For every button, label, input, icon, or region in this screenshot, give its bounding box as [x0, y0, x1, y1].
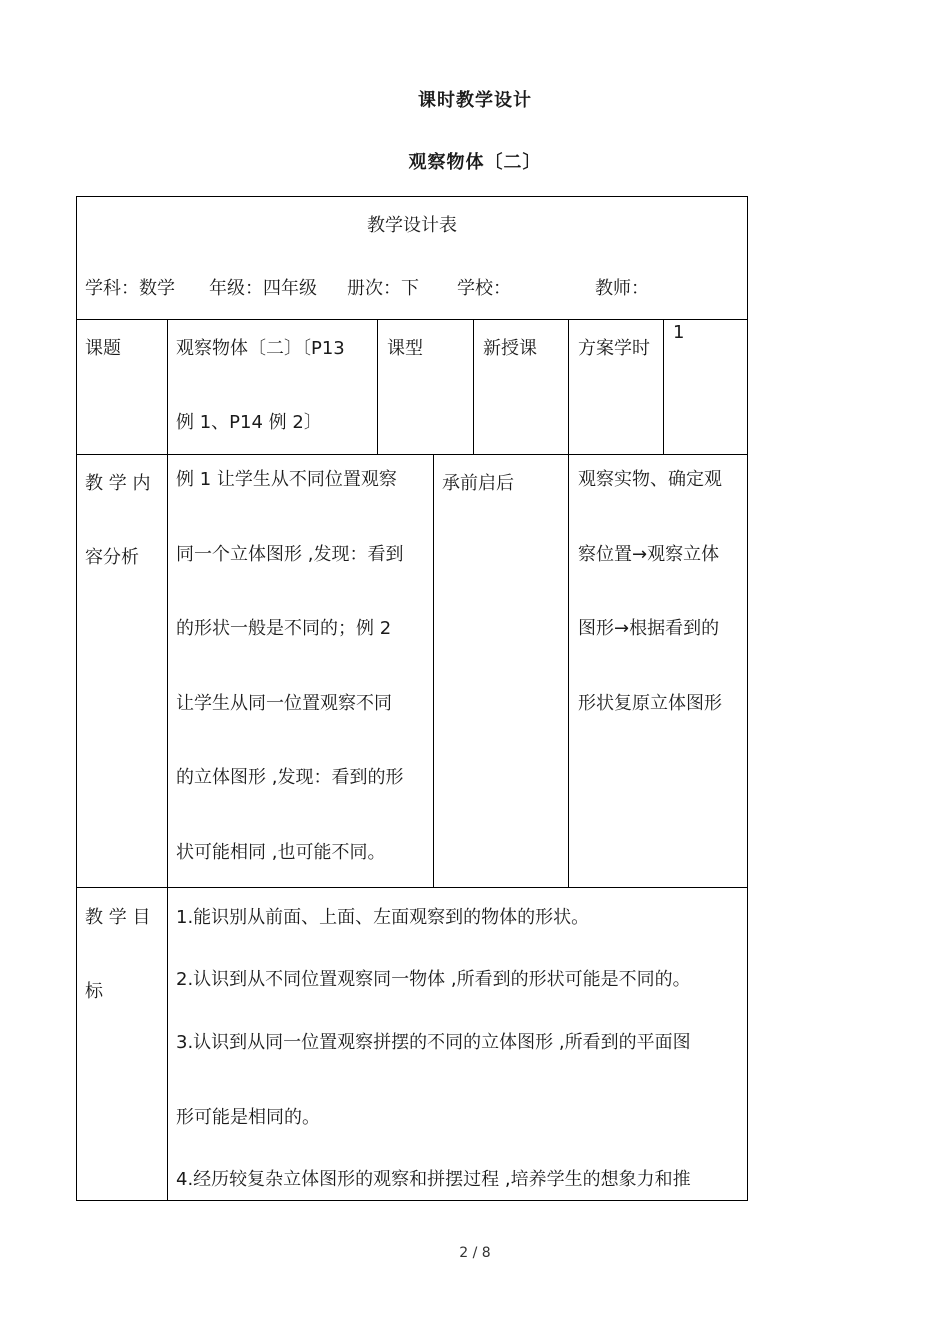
table-line	[433, 454, 434, 887]
table-line	[473, 319, 474, 454]
table-line	[76, 319, 748, 320]
hours-label: 方案学时	[578, 338, 650, 359]
table-line	[377, 319, 378, 454]
content-flow-text	[578, 443, 722, 741]
table-title: 教学设计表	[367, 215, 457, 236]
table-line	[167, 887, 168, 1201]
meta-subject: 学科：数学	[85, 278, 175, 299]
type-value: 新授课	[483, 338, 537, 359]
content-line: 例 1 让学生从不同位置观察	[176, 469, 397, 490]
content-analysis-text	[176, 443, 403, 890]
meta-grade: 年级：四年级	[209, 278, 317, 299]
table-line	[167, 319, 168, 454]
table-line	[568, 454, 569, 887]
page-number: 2 / 8	[459, 1245, 491, 1261]
meta-volume: 册次：下	[347, 278, 419, 299]
topic-line-2: 例 1、P14 例 2〕	[176, 412, 322, 433]
content-analysis-label-1: 教 学 内	[85, 473, 151, 494]
goal-2: 2.认识到从不同位置观察同一物体 ,所看到的形状可能是不同的。	[176, 969, 691, 990]
hours-value: 1	[673, 322, 685, 343]
goal-1: 1.能识别从前面、上面、左面观察到的物体的形状。	[176, 907, 590, 928]
type-label: 课型	[387, 338, 423, 359]
content-middle: 承前启后	[442, 473, 514, 494]
topic-line-1: 观察物体〔二〕〔P13	[176, 338, 345, 359]
content-line: 的形状一般是不同的；例 2	[176, 618, 392, 639]
content-line: 让学生从同一位置观察不同	[176, 692, 392, 714]
content-analysis-label-2: 容分析	[85, 547, 139, 568]
flow-line: 观察实物、确定观	[578, 469, 722, 490]
document-title: 课时教学设计	[418, 90, 532, 111]
topic-label: 课题	[85, 338, 121, 359]
content-line: 同一个立体图形 ,发现：看到	[176, 543, 404, 565]
flow-line: 察位置→观察立体	[578, 543, 720, 565]
meta-teacher: 教师：	[595, 278, 649, 299]
document-subtitle: 观察物体〔二〕	[408, 152, 542, 173]
goal-4: 4.经历较复杂立体图形的观察和拼摆过程 ,培养学生的想象力和推	[176, 1169, 691, 1190]
goals-label-2: 标	[85, 981, 103, 1002]
goal-3-line-2: 形可能是相同的。	[176, 1107, 320, 1128]
flow-line: 形状复原立体图形	[578, 692, 722, 714]
goals-label-1: 教 学 目	[85, 907, 151, 928]
content-line: 状可能相同 ,也可能不同。	[176, 841, 386, 863]
table-line	[663, 319, 664, 454]
table-line	[568, 319, 569, 454]
content-line: 的立体图形 ,发现：看到的形	[176, 767, 404, 788]
table-line	[167, 454, 168, 887]
flow-line: 图形→根据看到的	[578, 618, 720, 639]
goal-3-line-1: 3.认识到从同一位置观察拼摆的不同的立体图形 ,所看到的平面图	[176, 1032, 691, 1053]
meta-school: 学校：	[457, 278, 511, 299]
